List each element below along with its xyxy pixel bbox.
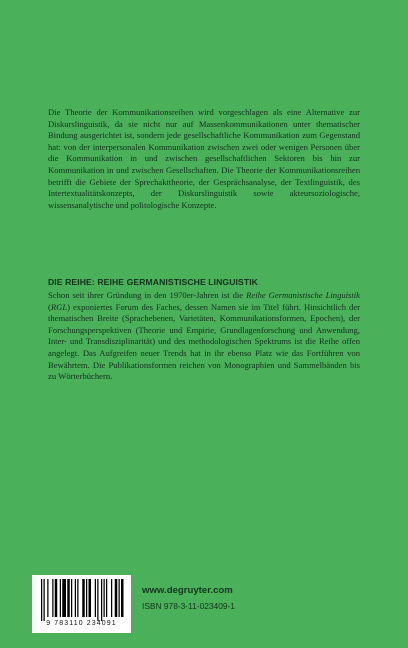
barcode-bar: [121, 579, 124, 617]
series-text-part3: ) exponiertes Forum des Faches, dessen Namen sie im Titel führt. Hinsichtlich der thematischen Breite (Sprachebenen, Varietäten, Kommunikationsformen, Epochen), der Forschungsperspektiven (Theorie und Empirie, Grundlagenforschung und Anwendung, Inter- und Transdisziplinarität) und des methodologischen Spektrums ist die Reihe offen angelegt. Das Aufgreifen neuer Trends hat in ihr ebenso Platz wie das Fortführen von Bewährtem. Die Publikationsformen reichen von Monographien und Sammelbänden bis zu Wörterbüchern.: [48, 301, 360, 382]
barcode-bar: [75, 579, 76, 617]
barcode-bar: [95, 579, 96, 617]
series-text-part1: Schon seit ihrer Gründung in den 1970er-Jahren ist die: [48, 290, 247, 300]
barcode-bar: [111, 579, 112, 617]
series-name: Reihe Germanistische Linguistik: [246, 290, 360, 300]
barcode-bar: [104, 579, 105, 617]
barcode: [32, 575, 131, 633]
barcode-bar: [52, 579, 53, 617]
publisher-url[interactable]: www.degruyter.com: [142, 585, 233, 596]
barcode-bar: [77, 579, 78, 617]
barcode-bar: [62, 579, 66, 617]
barcode-bar: [82, 579, 85, 617]
barcode-bar: [86, 579, 87, 617]
isbn-number: ISBN 978-3-11-023409-1: [142, 601, 235, 611]
barcode-bar: [71, 579, 72, 617]
barcode-bars: [32, 575, 131, 621]
barcode-bar: [67, 579, 70, 617]
series-description: [48, 290, 360, 383]
barcode-bar: [89, 579, 92, 617]
barcode-bar: [41, 579, 42, 621]
barcode-bar: [44, 579, 45, 621]
barcode-bar: [106, 579, 107, 617]
barcode-number: 9 783110 234091: [46, 620, 117, 627]
barcode-bar: [60, 579, 61, 617]
series-abbreviation: RGL: [50, 301, 68, 312]
barcode-bar: [115, 579, 118, 617]
series-heading: DIE REIHE: REIHE GERMANISTISCHE LINGUISTIK: [48, 277, 258, 287]
barcode-bar: [55, 579, 58, 617]
barcode-bar: [47, 579, 48, 617]
barcode-bar: [97, 579, 98, 621]
barcode-bar: [101, 579, 102, 621]
book-blurb: Die Theorie der Kommunikationsreihen wird vorgeschlagen als eine Alternative zur Diskurslinguistik, da sie nicht nur auf Massenkommunikationen unter thematischer Bindung ausgerichtet ist, sondern jede gesellschaftliche Kommunikation zum Gegenstand hat: von der interpersonalen Kommunikation zwischen zwei oder wenigen Personen über die Kommunikation in und zwischen gesellschaftlichen Sektoren bis hin zur Kommunikation in und zwischen Gesellschaften. Die Theorie der Kommunikationsreihen betrifft die Gebiete der Sprechakttheorie, der Gesprächsanalyse, der Textlinguistik, des Intertextualitätskonzepts, der Diskurslinguistik sowie akteursoziologische, wissensanalytische und politologische Konzepte.: [48, 107, 360, 210]
series-text-part2: (: [48, 301, 51, 312]
barcode-bar: [119, 579, 120, 617]
